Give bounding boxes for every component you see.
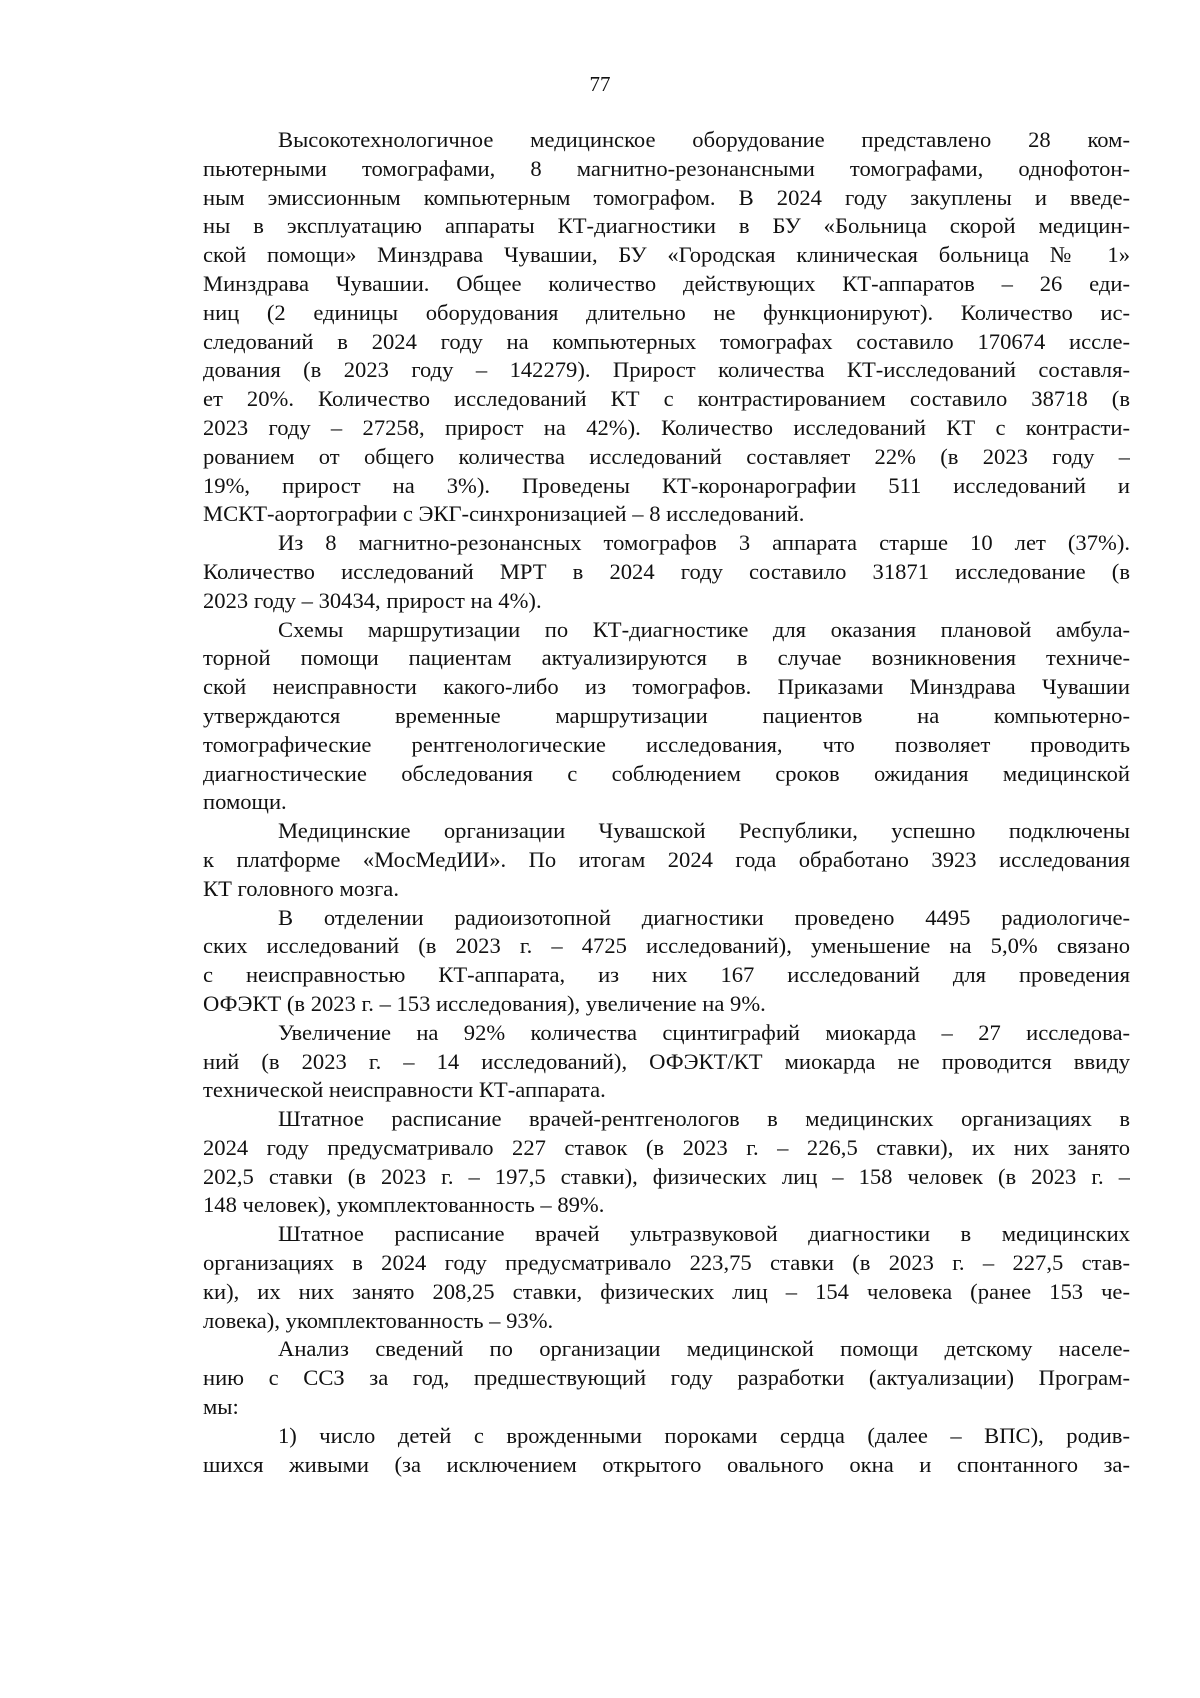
text-line: Штатное расписание врачей-рентгенологов в медицинских организациях в [278,1106,1130,1132]
text-line: следований в 2024 году на компьютерных томографах составило 170674 иссле- [203,328,1130,354]
paragraph [203,126,1130,529]
text-line: ки), их них занято 208,25 ставки, физических лиц – 154 человека (ранее 153 че- [203,1278,1130,1304]
body-text [203,126,1130,1479]
text-line: 2023 году – 27258, прирост на 42%). Количество исследований КТ с контрасти- [203,414,1130,440]
text-line: ской помощи» Минздрава Чувашии, БУ «Городская клиническая больница № 1» [203,242,1130,268]
paragraph [203,1422,1130,1480]
text-line: Анализ сведений по организации медицинской помощи детскому населе- [278,1336,1130,1362]
paragraph [203,1335,1130,1421]
text-line: помощи. [203,789,287,815]
text-line: МСКТ-аортографии с ЭКГ-синхронизацией – 8 исследований. [203,501,805,527]
paragraph [203,1019,1130,1105]
text-line: 19%, прирост на 3%). Проведены КТ-коронарографии 511 исследований и [203,472,1130,498]
text-line: ным эмиссионным компьютерным томографом. В 2024 году закуплены и введе- [203,184,1130,210]
text-line: ны в эксплуатацию аппараты КТ-диагностики в БУ «Больница скорой медицин- [203,213,1130,239]
text-line: дования (в 2023 году – 142279). Прирост количества КТ-исследований составля- [203,357,1130,383]
text-line: ловека), укомплектованность – 93%. [203,1307,554,1333]
text-line: шихся живыми (за исключением открытого овального окна и спонтанного за- [203,1451,1130,1477]
text-line: Высокотехнологичное медицинское оборудование представлено 28 ком- [278,127,1130,152]
text-line: Медицинские организации Чувашской Республики, успешно подключены [278,818,1130,844]
text-line: пьютерными томографами, 8 магнитно-резонансными томографами, однофотон- [203,155,1130,181]
paragraph [203,529,1130,615]
page-number: 77 [589,72,611,96]
text-line: ет 20%. Количество исследований КТ с контрастированием составило 38718 (в [203,386,1130,412]
text-line: ний (в 2023 г. – 14 исследований), ОФЭКТ/КТ миокарда не проводится ввиду [203,1048,1130,1074]
text-line: организациях в 2024 году предусматривало 223,75 ставки (в 2023 г. – 227,5 став- [203,1250,1130,1276]
text-line: 202,5 ставки (в 2023 г. – 197,5 ставки), физических лиц – 158 человек (в 2023 г. – [203,1163,1130,1189]
text-line: ОФЭКТ (в 2023 г. – 153 исследования), увеличение на 9%. [203,990,766,1016]
text-line: 1) число детей с врожденными пороками сердца (далее – ВПС), родив- [278,1422,1130,1448]
text-line: утверждаются временные маршрутизации пациентов на компьютерно- [203,702,1130,728]
text-line: Увеличение на 92% количества сцинтиграфий миокарда – 27 исследова- [278,1019,1130,1045]
text-line: ских исследований (в 2023 г. – 4725 исследований), уменьшение на 5,0% связано [203,933,1130,959]
paragraph [203,1220,1130,1335]
text-line: нию с ССЗ за год, предшествующий году разработки (актуализации) Програм- [203,1365,1130,1391]
text-line: 148 человек), укомплектованность – 89%. [203,1192,605,1218]
paragraph [203,616,1130,818]
text-line: диагностические обследования с соблюдением сроков ожидания медицинской [203,760,1130,786]
text-line: 2023 году – 30434, прирост на 4%). [203,587,542,613]
text-line: Минздрава Чувашии. Общее количество действующих КТ-аппаратов – 26 еди- [203,270,1130,296]
text-line: торной помощи пациентам актуализируются в случае возникновения техниче- [203,645,1130,671]
text-line: с неисправностью КТ-аппарата, из них 167 исследований для проведения [203,962,1130,988]
text-line: мы: [203,1394,239,1420]
text-line: к платформе «МосМедИИ». По итогам 2024 года обработано 3923 исследования [203,846,1130,872]
text-line: КТ головного мозга. [203,875,399,901]
text-line: Штатное расписание врачей ультразвуковой диагностики в медицинских [278,1221,1130,1247]
paragraph [203,817,1130,903]
text-line: В отделении радиоизотопной диагностики проведено 4495 радиологиче- [278,904,1130,930]
paragraph [203,1105,1130,1220]
text-line: технической неисправности КТ-аппарата. [203,1077,606,1103]
text-line: томографические рентгенологические исследования, что позволяет проводить [203,731,1130,757]
text-line: Количество исследований МРТ в 2024 году составило 31871 исследование (в [203,558,1130,584]
text-line: Схемы маршрутизации по КТ-диагностике для оказания плановой амбула- [278,616,1130,642]
paragraph [203,904,1130,1019]
text-line: Из 8 магнитно-резонансных томографов 3 аппарата старше 10 лет (37%). [278,530,1130,556]
text-line: рованием от общего количества исследований составляет 22% (в 2023 году – [203,443,1130,469]
text-line: ниц (2 единицы оборудования длительно не функционируют). Количество ис- [203,299,1130,325]
text-line: 2024 году предусматривало 227 ставок (в 2023 г. – 226,5 ставки), их них занято [203,1134,1130,1160]
text-line: ской неисправности какого-либо из томографов. Приказами Минздрава Чувашии [203,674,1130,700]
